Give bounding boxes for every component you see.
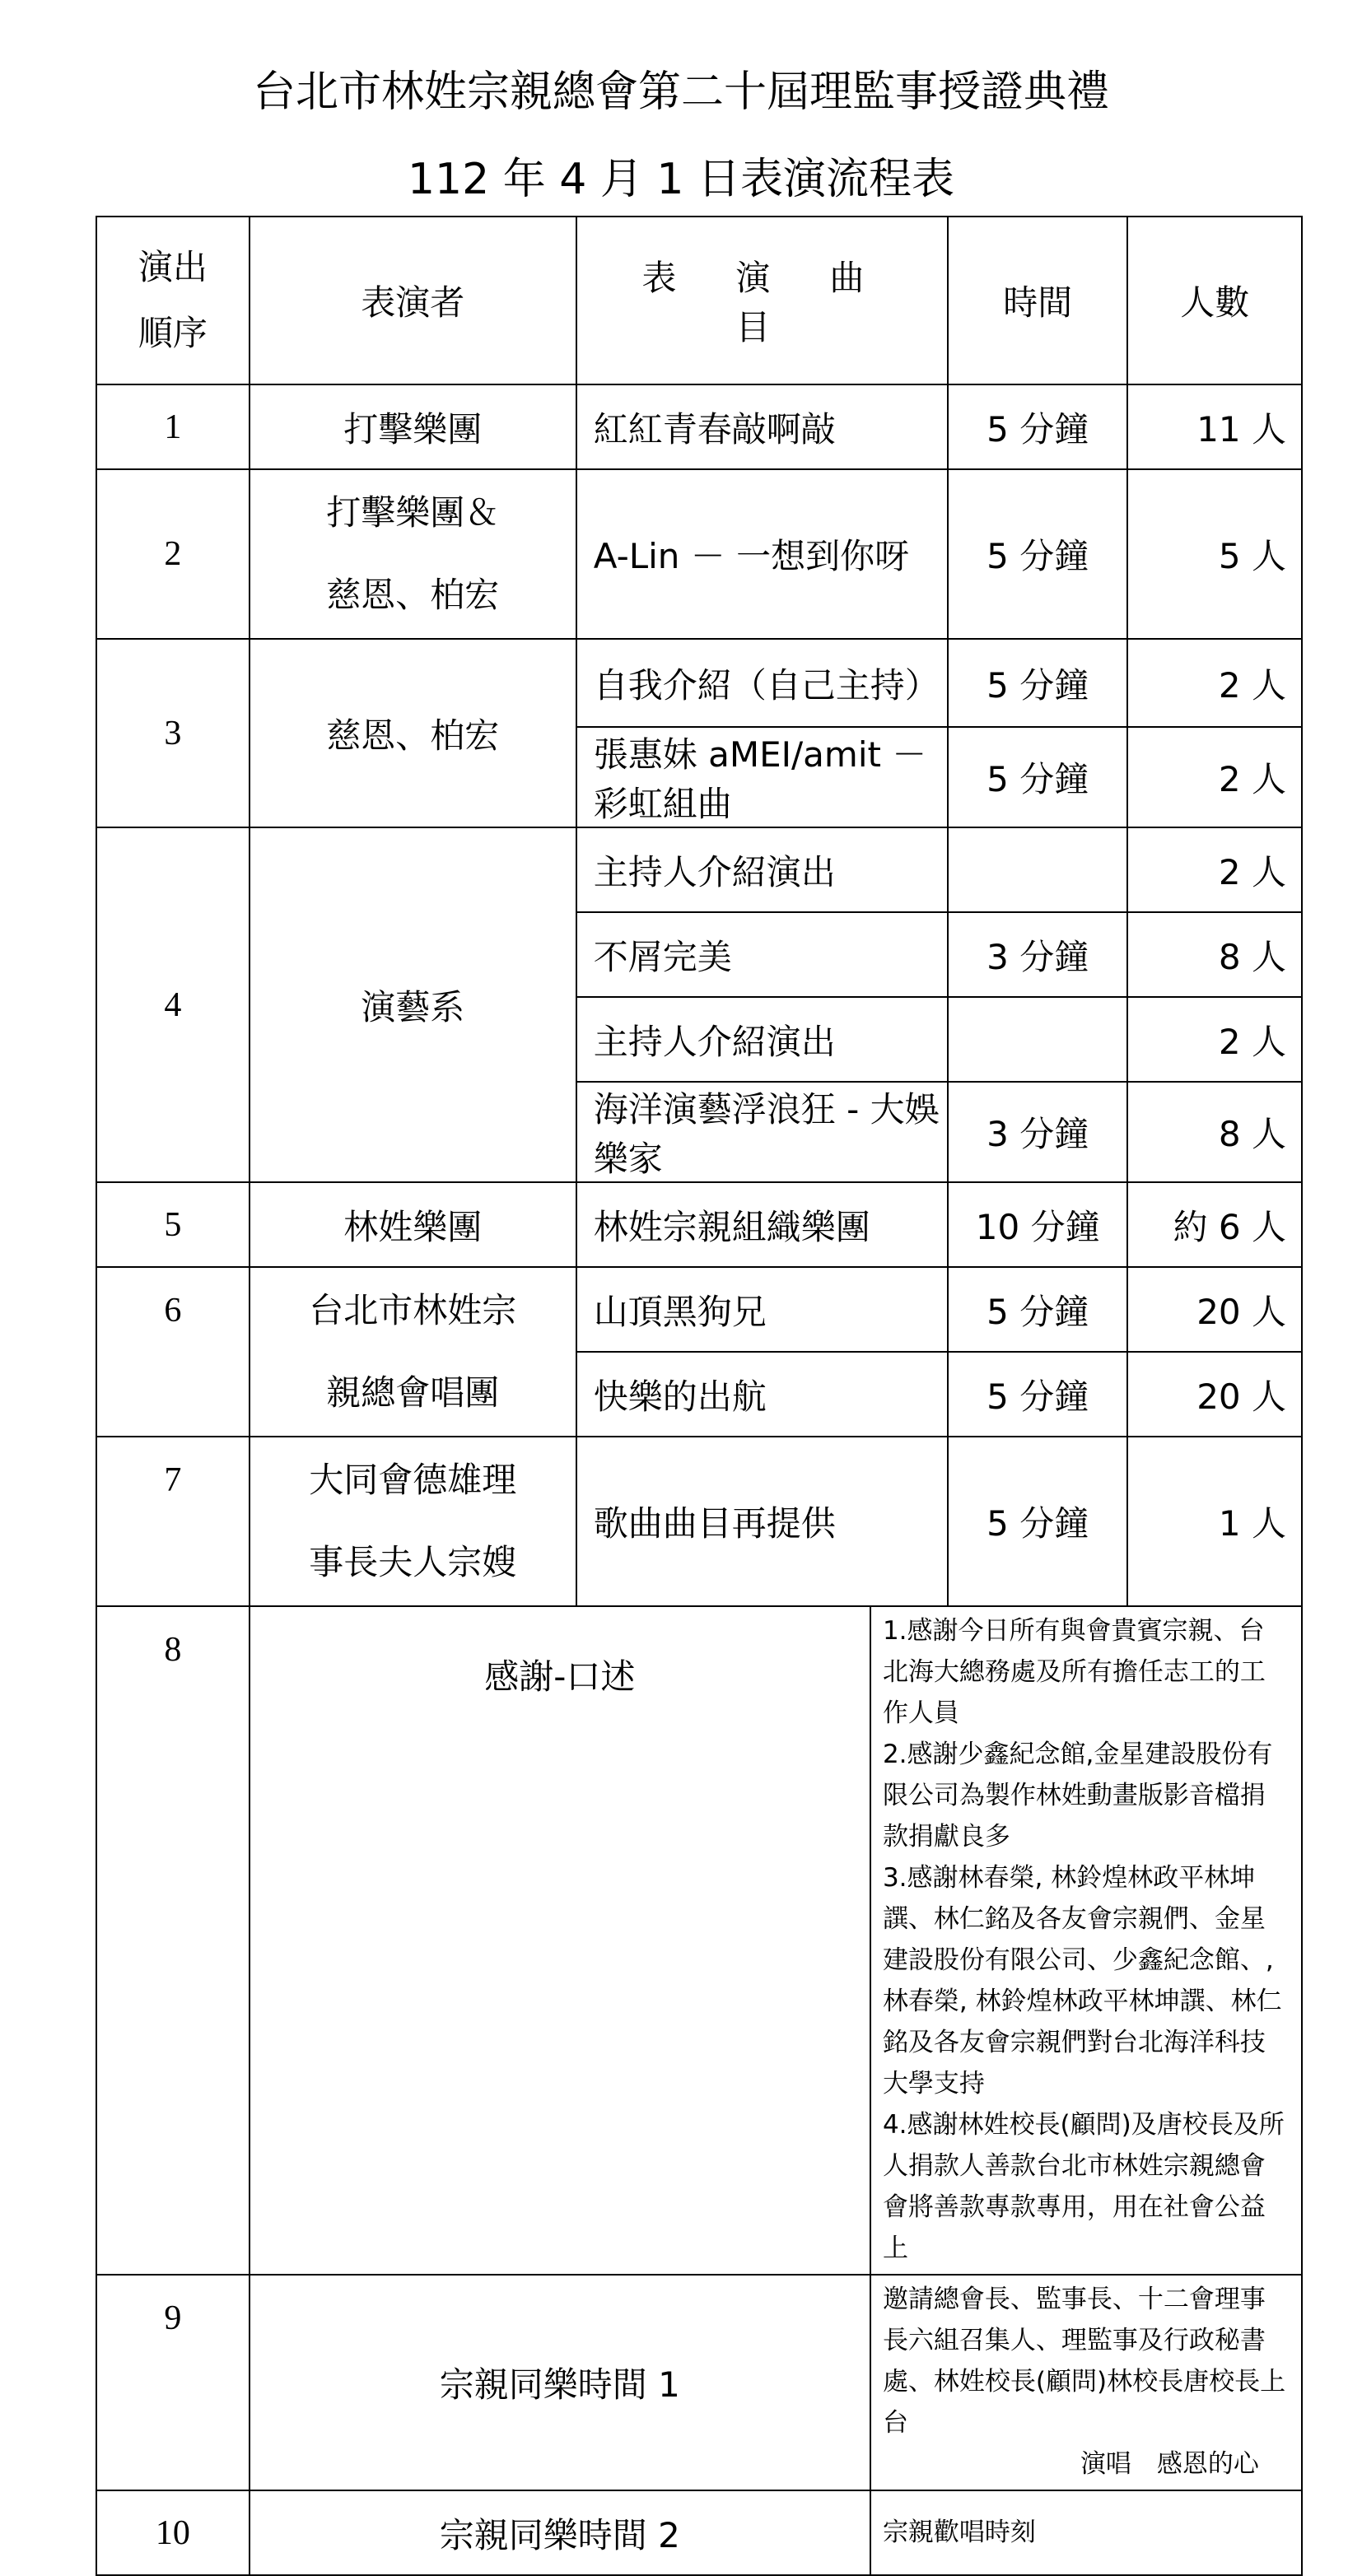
performer-cell: 宗親同樂時間 2 xyxy=(250,2490,870,2575)
performer-cell: 感謝-口述 xyxy=(250,1606,870,2275)
document-subtitle: 112 年 4 月 1 日表演流程表 xyxy=(407,155,955,204)
table-row xyxy=(96,1267,1302,1352)
song-cell: A-Lin － 一想到你呀 xyxy=(576,469,948,639)
time-cell xyxy=(948,827,1128,912)
performer-line: 打擊樂團＆ xyxy=(326,492,500,533)
song-cell: 山頂黑狗兄 xyxy=(576,1267,948,1352)
header-time: 時間 xyxy=(948,217,1128,384)
time-cell: 5 分鐘 xyxy=(948,727,1128,827)
performer-line: 慈恩、柏宏 xyxy=(326,575,500,615)
performer-cell xyxy=(250,469,576,639)
document-title: 台北市林姓宗親總會第二十屆理監事授證典禮 xyxy=(252,68,1109,117)
notes-cell xyxy=(870,1606,1302,2275)
header-performer: 表演者 xyxy=(250,217,576,384)
seq-cell: 8 xyxy=(96,1606,250,2275)
note-item: 2.感謝少鑫紀念館,金星建設股份有限公司為製作林姓動畫版影音檔捐款捐獻良多 xyxy=(882,1740,1273,1852)
song-cell: 歌曲曲目再提供 xyxy=(576,1437,948,1606)
table-row xyxy=(96,384,1302,469)
seq-cell: 2 xyxy=(96,469,250,639)
song-cell: 張惠妹 aMEI/amit －彩虹組曲 xyxy=(576,727,948,827)
performer-cell: 打擊樂團 xyxy=(250,384,576,469)
time-cell: 5 分鐘 xyxy=(948,1267,1128,1352)
performer-cell xyxy=(250,1437,576,1606)
seq-cell: 4 xyxy=(96,827,250,1182)
table-row xyxy=(96,1606,1302,2275)
notes-cell: 宗親歡唱時刻 xyxy=(870,2490,1302,2575)
song-cell: 紅紅青春敲啊敲 xyxy=(576,384,948,469)
people-cell: 8 人 xyxy=(1127,1082,1302,1182)
people-cell: 20 人 xyxy=(1127,1352,1302,1437)
time-cell: 5 分鐘 xyxy=(948,384,1128,469)
header-song: 表演曲目 xyxy=(576,217,948,384)
people-cell: 11 人 xyxy=(1127,384,1302,469)
seq-cell: 6 xyxy=(96,1267,250,1437)
people-cell: 1 人 xyxy=(1127,1437,1302,1606)
song-cell: 不屑完美 xyxy=(576,912,948,997)
header-seq xyxy=(96,217,250,384)
song-cell: 快樂的出航 xyxy=(576,1352,948,1437)
performer-cell: 宗親同樂時間 1 xyxy=(250,2275,870,2490)
song-cell: 林姓宗親組織樂團 xyxy=(576,1182,948,1267)
time-cell: 5 分鐘 xyxy=(948,1437,1128,1606)
header-seq-line2: 順序 xyxy=(138,313,208,353)
performer-cell: 慈恩、柏宏 xyxy=(250,639,576,827)
people-cell: 5 人 xyxy=(1127,469,1302,639)
table-row xyxy=(96,2275,1302,2490)
song-cell: 海洋演藝浮浪狂 - 大娛樂家 xyxy=(576,1082,948,1182)
program-table xyxy=(96,216,1303,2576)
table-row xyxy=(96,469,1302,639)
table-row xyxy=(96,1437,1302,1606)
time-cell: 10 分鐘 xyxy=(948,1182,1128,1267)
time-cell: 3 分鐘 xyxy=(948,912,1128,997)
table-row xyxy=(96,2490,1302,2575)
note-item: 3.感謝林春榮, 林鈴煌林政平林坤譔、林仁銘及各友會宗親們、金星建設股份有限公司、少鑫紀念館、,林春榮, 林鈴煌林政平林坤譔、林仁銘及各友會宗親們對台北海洋科技大學支持 xyxy=(882,1863,1282,2099)
seq-cell: 1 xyxy=(96,384,250,469)
table-row xyxy=(96,639,1302,727)
seq-cell: 3 xyxy=(96,639,250,827)
table-row xyxy=(96,1182,1302,1267)
time-cell: 5 分鐘 xyxy=(948,1352,1128,1437)
time-cell: 3 分鐘 xyxy=(948,1082,1128,1182)
note-item: 4.感謝林姓校長(顧問)及唐校長及所人捐款人善款台北市林姓宗親總會會將善款專款專用，用在社會公益上 xyxy=(882,2110,1285,2263)
time-cell xyxy=(948,997,1128,1082)
performer-line: 大同會德雄理 xyxy=(309,1460,517,1500)
notes-cell xyxy=(870,2275,1302,2490)
seq-cell: 10 xyxy=(96,2490,250,2575)
note-sing: 演唱 感恩的心 xyxy=(1080,2449,1259,2479)
note-item: 邀請總會長、監事長、十二會理事長六組召集人、理監事及行政秘書處、林姓校長(顧問)林校長唐校長上台 xyxy=(882,2285,1286,2438)
table-row xyxy=(96,827,1302,912)
performer-cell xyxy=(250,1267,576,1437)
people-cell: 2 人 xyxy=(1127,827,1302,912)
header-seq-line1: 演出 xyxy=(138,247,208,287)
header-people: 人數 xyxy=(1127,217,1302,384)
people-cell: 2 人 xyxy=(1127,639,1302,727)
people-cell: 2 人 xyxy=(1127,997,1302,1082)
song-cell: 自我介紹（自己主持） xyxy=(576,639,948,727)
performer-line: 事長夫人宗嫂 xyxy=(309,1542,517,1582)
note-item: 1.感謝今日所有與會貴賓宗親、台北海大總務處及所有擔任志工的工作人員 xyxy=(882,1616,1266,1728)
performer-cell: 林姓樂團 xyxy=(250,1182,576,1267)
performer-line: 親總會唱團 xyxy=(326,1372,500,1413)
seq-cell: 5 xyxy=(96,1182,250,1267)
performer-cell: 演藝系 xyxy=(250,827,576,1182)
people-cell: 8 人 xyxy=(1127,912,1302,997)
song-cell: 主持人介紹演出 xyxy=(576,827,948,912)
seq-cell: 9 xyxy=(96,2275,250,2490)
performer-line: 台北市林姓宗 xyxy=(309,1290,517,1330)
time-cell: 5 分鐘 xyxy=(948,639,1128,727)
song-cell: 主持人介紹演出 xyxy=(576,997,948,1082)
people-cell: 2 人 xyxy=(1127,727,1302,827)
people-cell: 約 6 人 xyxy=(1127,1182,1302,1267)
header-row xyxy=(96,217,1302,384)
seq-cell: 7 xyxy=(96,1437,250,1606)
time-cell: 5 分鐘 xyxy=(948,469,1128,639)
people-cell: 20 人 xyxy=(1127,1267,1302,1352)
